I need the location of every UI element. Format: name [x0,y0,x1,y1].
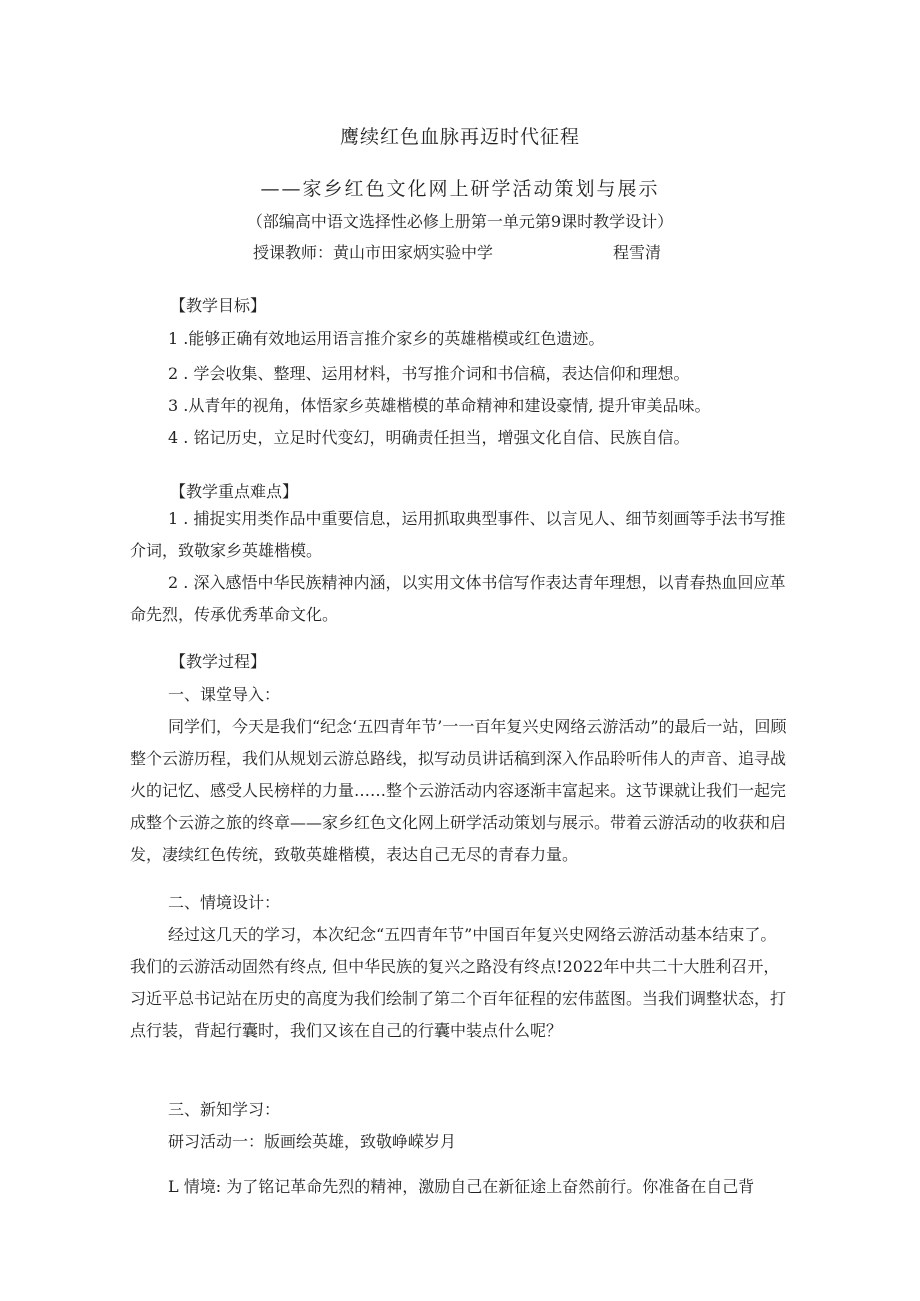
teacher-school: 授课教师：黄山市田家炳实验中学 [253,243,494,262]
goal-item-4: 4 . 铭记历史，立足时代变幻，明确责任担当，增强文化自信、民族自信。 [168,428,690,447]
keypoints-heading: 【教学重点难点】 [170,482,299,501]
situation-text: L 情境: 为了铭记革命先烈的精神，激励自己在新征途上奋然前行。你准备在自己背 [168,1177,755,1196]
goal-item-1: 1 .能够正确有效地运用语言推介家乡的英雄楷模或红色遗迹。 [168,329,605,348]
teacher-name: 程雪清 [613,243,662,262]
keypoint-item-1: 1 . 捕捉实用类作品中重要信息，运用抓取典型事件、以言见人、细节刻画等手法书写推介词，致敬家乡英雄楷模。 [130,509,786,560]
goal-item-3: 3 .从青年的视角，体悟家乡英雄楷模的革命精神和建设豪情, 提升审美品味。 [168,396,711,415]
section-2-text: 经过这几天的学习，本次纪念“五四青年节”中国百年复兴史网络云游活动基本结束了。我们的云游活动固然有终点, 但中华民族的复兴之路没有终点!2022年中共二十大胜利召开，习近平总书记站在历史的高度为我们绘制了第二个百年征程的宏伟蓝图。当我们调整状态，打点行装，背起行囊时，我们又该在自己的行囊中装点什么呢？ [130,925,787,1040]
document-title: 鹰续红色血脉再迈时代征程 [339,126,580,148]
activity-1-title: 研习活动一：版画绘英雄，致敬峥嵘岁月 [168,1132,457,1151]
goal-item-2: 2 . 学会收集、整理、运用材料，书写推介词和书信稿，表达信仰和理想。 [168,364,690,383]
document-subtitle: ——家乡红色文化网上研学活动策划与展示 [260,178,660,200]
section-2-title: 二、情境设计： [168,893,281,912]
process-heading: 【教学过程】 [170,652,267,671]
goals-heading: 【教学目标】 [170,296,267,315]
teacher-line [253,240,683,264]
source-note: （部编高中语文选择性必修上册第一单元第9课时教学设计） [246,212,674,231]
section-3-title: 三、新知学习： [168,1100,281,1119]
keypoint-item-2: 2 . 深入感悟中华民族精神内涵，以实用文体书信写作表达青年理想，以青春热血回应革命先烈，传承优秀革命文化。 [130,573,786,624]
section-1-text: 同学们，今天是我们“纪念‘五四青年节’一一百年复兴史网络云游活动”的最后一站，回顾整个云游历程，我们从规划云游总路线，拟写动员讲话稿到深入作品聆听伟人的声音、追寻战火的记忆、感受人民榜样的力量……整个云游活动内容逐渐丰富起来。这节课就让我们一起完成整个云游之旅的终章——家乡红色文化网上研学活动策划与展示。带着云游活动的收获和启发，凄续红色传统，致敬英雄楷模，表达自己无尽的青春力量。 [130,717,787,864]
section-1-title: 一、课堂导入： [168,685,281,704]
